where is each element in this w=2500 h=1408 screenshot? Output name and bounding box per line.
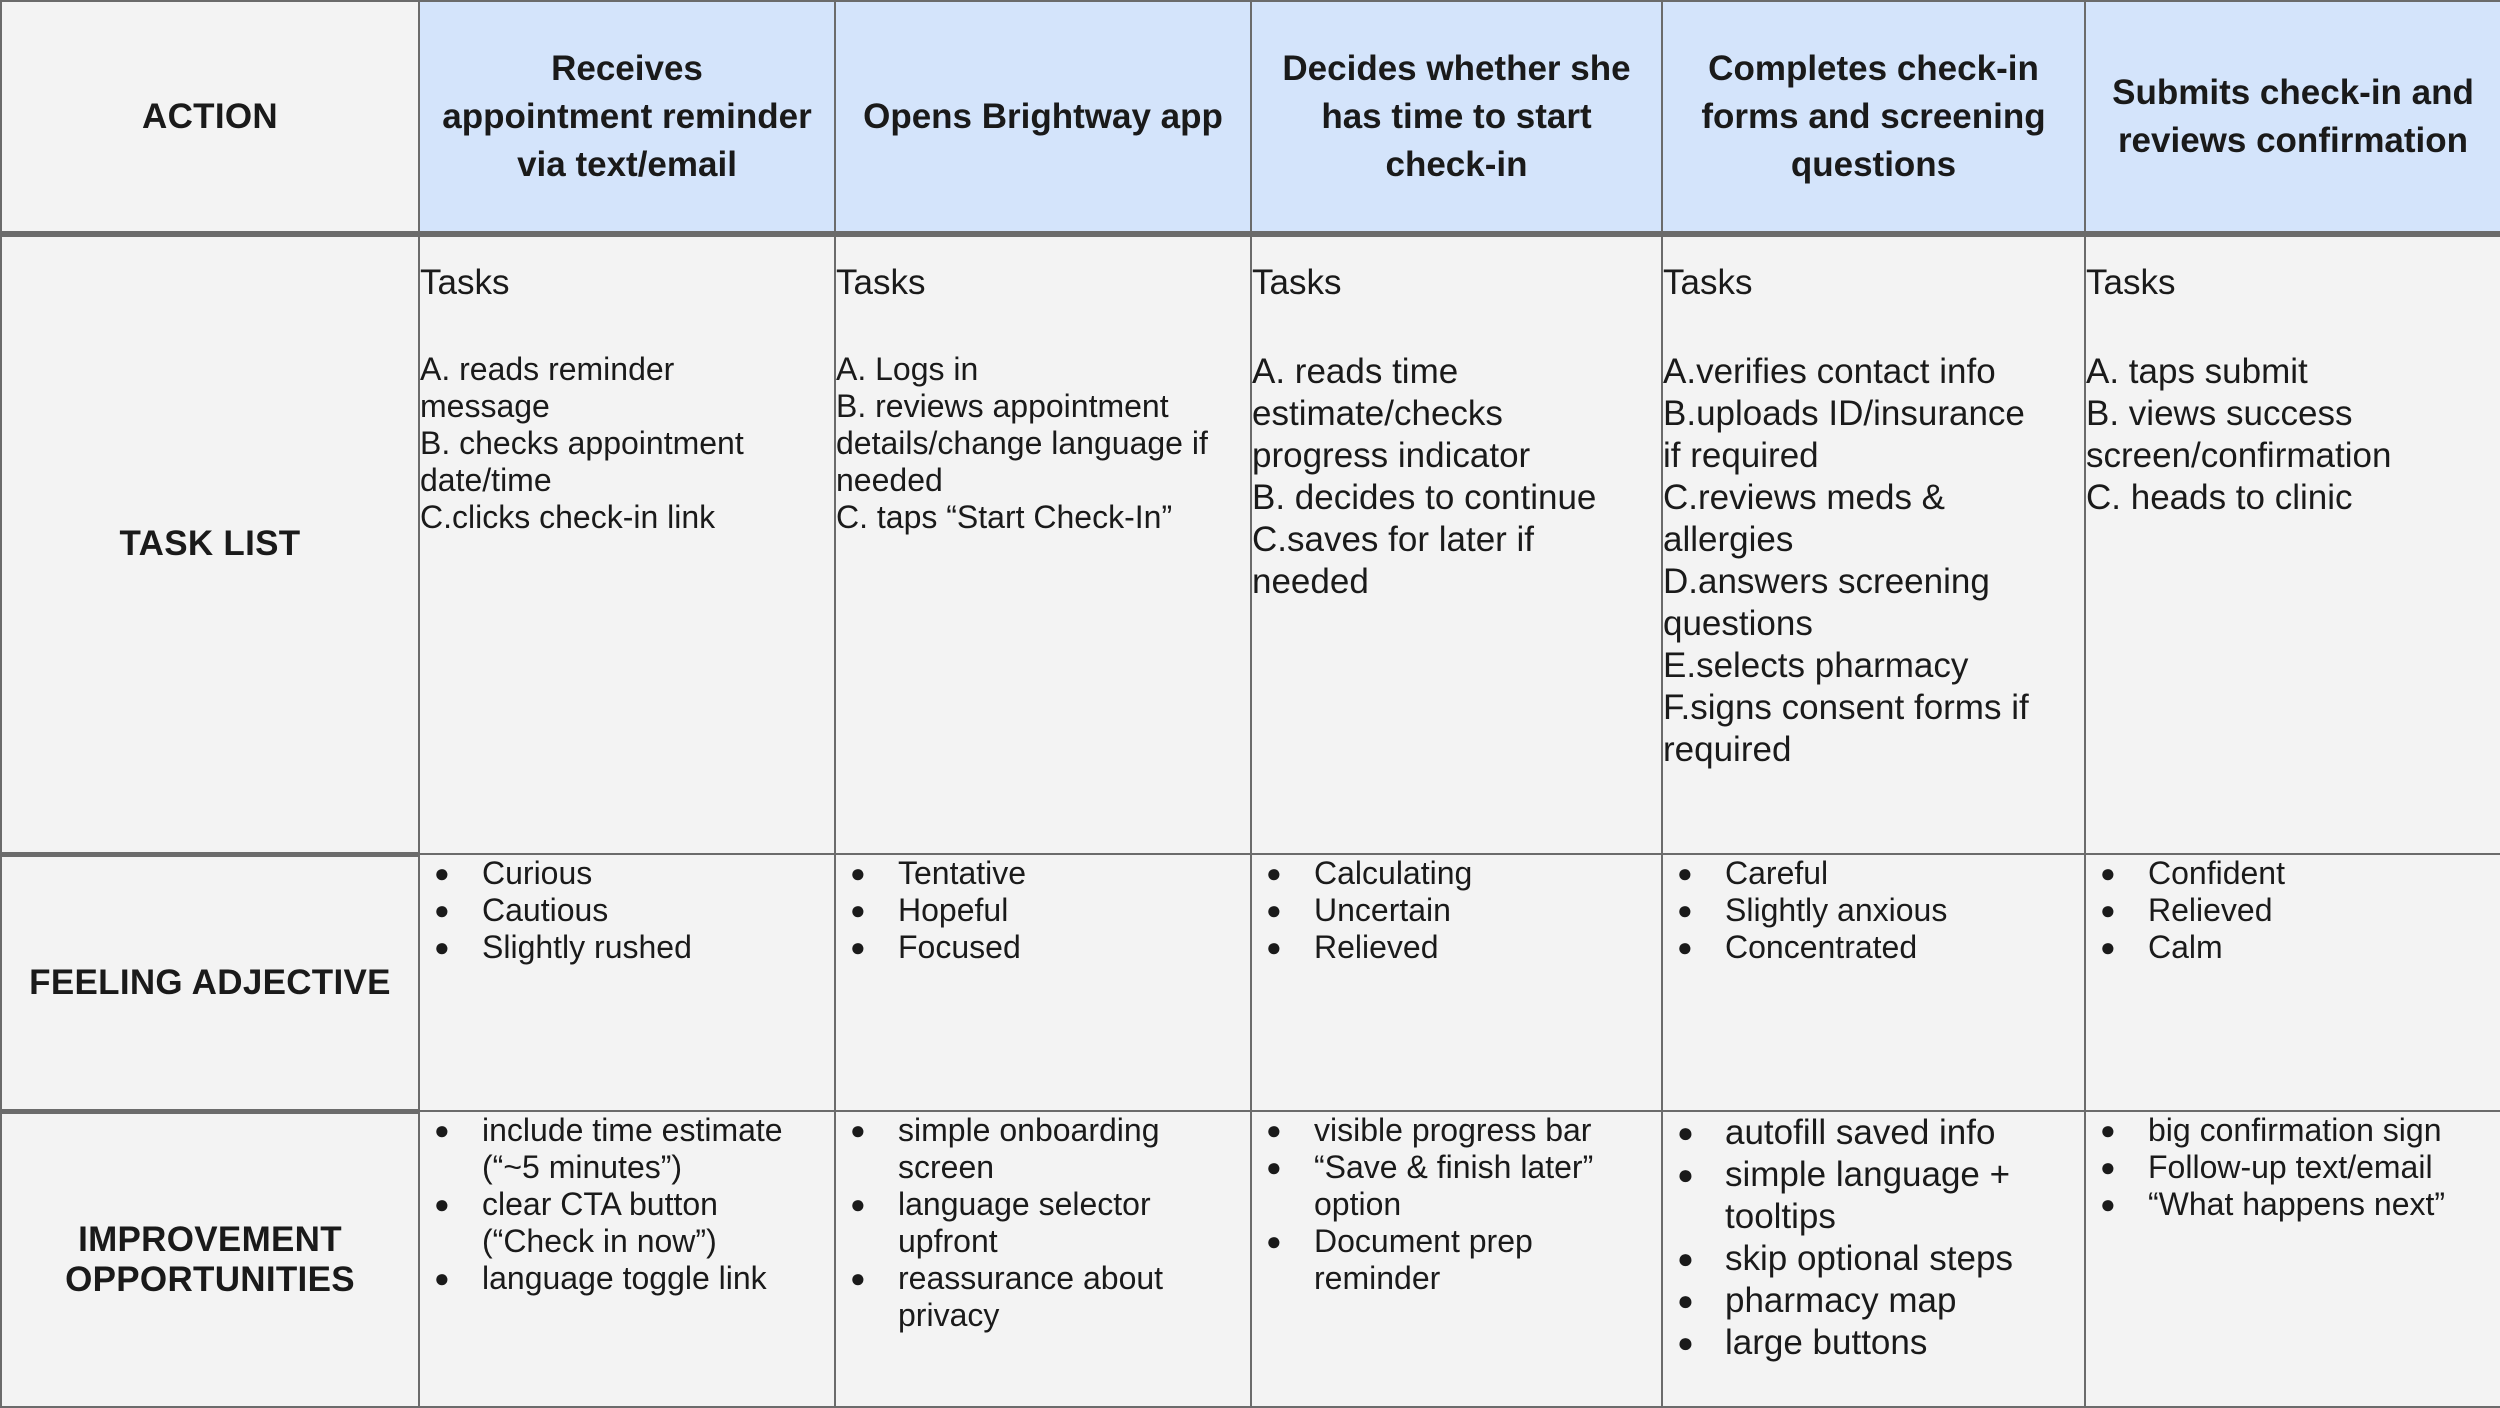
opportunity-item: ● “What happens next” [2086,1186,2500,1223]
opportunity-item: ● large buttons [1663,1322,2084,1364]
improvement-row [1,1111,2500,1407]
feeling-item: ● Slightly anxious [1663,892,2084,929]
task-line: message [420,388,550,424]
stage-3-opportunities [1251,1111,1662,1407]
opportunity-item: ● skip optional steps [1663,1238,2084,1280]
task-line: B.uploads ID/insurance [1663,394,2025,433]
task-list-row [1,234,2500,854]
stage-5-feelings [2085,854,2500,1111]
task-line: B. decides to continue [1252,478,1597,517]
row-label-improvement-line1: IMPROVEMENT [78,1219,342,1259]
feeling-item: ● Hopeful [836,892,1250,929]
tasks-title: Tasks [1663,263,1753,302]
opportunity-list [1663,1112,2084,1364]
tasks-title: Tasks [420,263,510,302]
task-line: date/time [420,462,552,498]
opportunity-item: ● visible progress bar [1252,1112,1661,1149]
stage-1-action [419,1,835,234]
opportunity-item: ● simple onboarding screen [836,1112,1250,1186]
opportunity-list [420,1112,834,1297]
opportunity-item: ● language selector upfront [836,1186,1250,1260]
stage-3-action [1251,1,1662,234]
stage-1-opportunities [419,1111,835,1407]
feeling-list [420,855,834,966]
task-line: required [1663,730,1792,769]
tasks-title: Tasks [836,263,926,302]
stage-4-feelings [1662,854,2085,1111]
stage-5-opportunities [2085,1111,2500,1407]
feeling-item: ● Uncertain [1252,892,1661,929]
task-line: C. taps “Start Check-In” [836,499,1173,535]
stage-1-tasks [419,234,835,854]
stage-2-feelings [835,854,1251,1111]
task-line: A. taps submit [2086,352,2308,391]
feeling-item: ● Slightly rushed [420,929,834,966]
task-line: C.reviews meds & [1663,478,1946,517]
stage-3-tasks [1251,234,1662,854]
stage-4-opportunities [1662,1111,2085,1407]
task-line: A.verifies contact info [1663,352,1996,391]
task-line: needed [836,462,943,498]
feeling-row [1,854,2500,1111]
opportunity-item: ● “Save & finish later” option [1252,1149,1661,1223]
action-row [1,1,2500,234]
task-line: allergies [1663,520,1794,559]
stage-3-feelings [1251,854,1662,1111]
row-label-improvement [1,1111,419,1407]
stage-5-action [2085,1,2500,234]
task-line: F.signs consent forms if [1663,688,2029,727]
row-label-improvement-line2: OPPORTUNITIES [65,1259,355,1299]
task-line: D.answers screening [1663,562,1990,601]
opportunity-item: ● language toggle link [420,1260,834,1297]
task-line: C.clicks check-in link [420,499,716,535]
tasks-title: Tasks [1252,263,1342,302]
stage-2-action-text: Opens Brightway app [863,96,1223,136]
task-line: B. checks appointment [420,425,744,461]
feeling-item: ● Focused [836,929,1250,966]
feeling-item: ● Cautious [420,892,834,929]
stage-4-tasks [1662,234,2085,854]
opportunity-item: ● big confirmation sign [2086,1112,2500,1149]
opportunity-item: ● include time estimate (“~5 minutes”) [420,1112,834,1186]
task-line: needed [1252,562,1369,601]
stage-4-action [1662,1,2085,234]
row-label-feeling-text: FEELING ADJECTIVE [29,962,391,1002]
task-line: questions [1663,604,1813,643]
feeling-item: ● Curious [420,855,834,892]
task-line: A. Logs in [836,351,979,387]
stage-1-feelings [419,854,835,1111]
opportunity-list [1252,1112,1661,1297]
task-line: details/change language if [836,425,1208,461]
tasks-title: Tasks [2086,263,2176,302]
feeling-list [836,855,1250,966]
opportunity-item: ● clear CTA button (“Check in now”) [420,1186,834,1260]
stage-5-action-text: Submits check-in and reviews confirmation [2112,72,2474,160]
stage-3-action-text: Decides whether she has time to start check-in [1282,48,1631,184]
feeling-item: ● Relieved [2086,892,2500,929]
task-line: C. heads to clinic [2086,478,2353,517]
opportunity-item: ● pharmacy map [1663,1280,2084,1322]
feeling-item: ● Tentative [836,855,1250,892]
feeling-item: ● Calm [2086,929,2500,966]
row-label-action [1,1,419,234]
task-line: B. views success [2086,394,2353,433]
stage-4-action-text: Completes check-in forms and screening questions [1701,48,2046,184]
task-line: screen/confirmation [2086,436,2392,475]
task-line: C.saves for later if [1252,520,1535,559]
stage-2-opportunities [835,1111,1251,1407]
opportunity-item: ● simple language + tooltips [1663,1154,2084,1238]
feeling-item: ● Concentrated [1663,929,2084,966]
feeling-item: ● Calculating [1252,855,1661,892]
row-label-task-list-text: TASK LIST [119,524,301,564]
stage-1-action-text: Receives appointment reminder via text/email [442,48,812,184]
feeling-list [2086,855,2500,966]
feeling-list [1663,855,2084,966]
task-line: estimate/checks [1252,394,1503,433]
row-label-task-list [1,234,419,854]
feeling-item: ● Relieved [1252,929,1661,966]
opportunity-item: ● Follow-up text/email [2086,1149,2500,1186]
task-line: A. reads time [1252,352,1459,391]
task-line: progress indicator [1252,436,1531,475]
row-label-action-text: ACTION [142,96,278,136]
stage-5-tasks [2085,234,2500,854]
opportunity-list [836,1112,1250,1334]
feeling-item: ● Confident [2086,855,2500,892]
stage-2-action [835,1,1251,234]
task-line: E.selects pharmacy [1663,646,1969,685]
opportunity-item: ● reassurance about privacy [836,1260,1250,1334]
opportunity-item: ● autofill saved info [1663,1112,2084,1154]
opportunity-list [2086,1112,2500,1223]
feeling-item: ● Careful [1663,855,2084,892]
feeling-list [1252,855,1661,966]
opportunity-item: ● Document prep reminder [1252,1223,1661,1297]
task-line: if required [1663,436,1819,475]
task-line: B. reviews appointment [836,388,1169,424]
stage-2-tasks [835,234,1251,854]
task-line: A. reads reminder [420,351,675,387]
row-label-feeling [1,854,419,1111]
